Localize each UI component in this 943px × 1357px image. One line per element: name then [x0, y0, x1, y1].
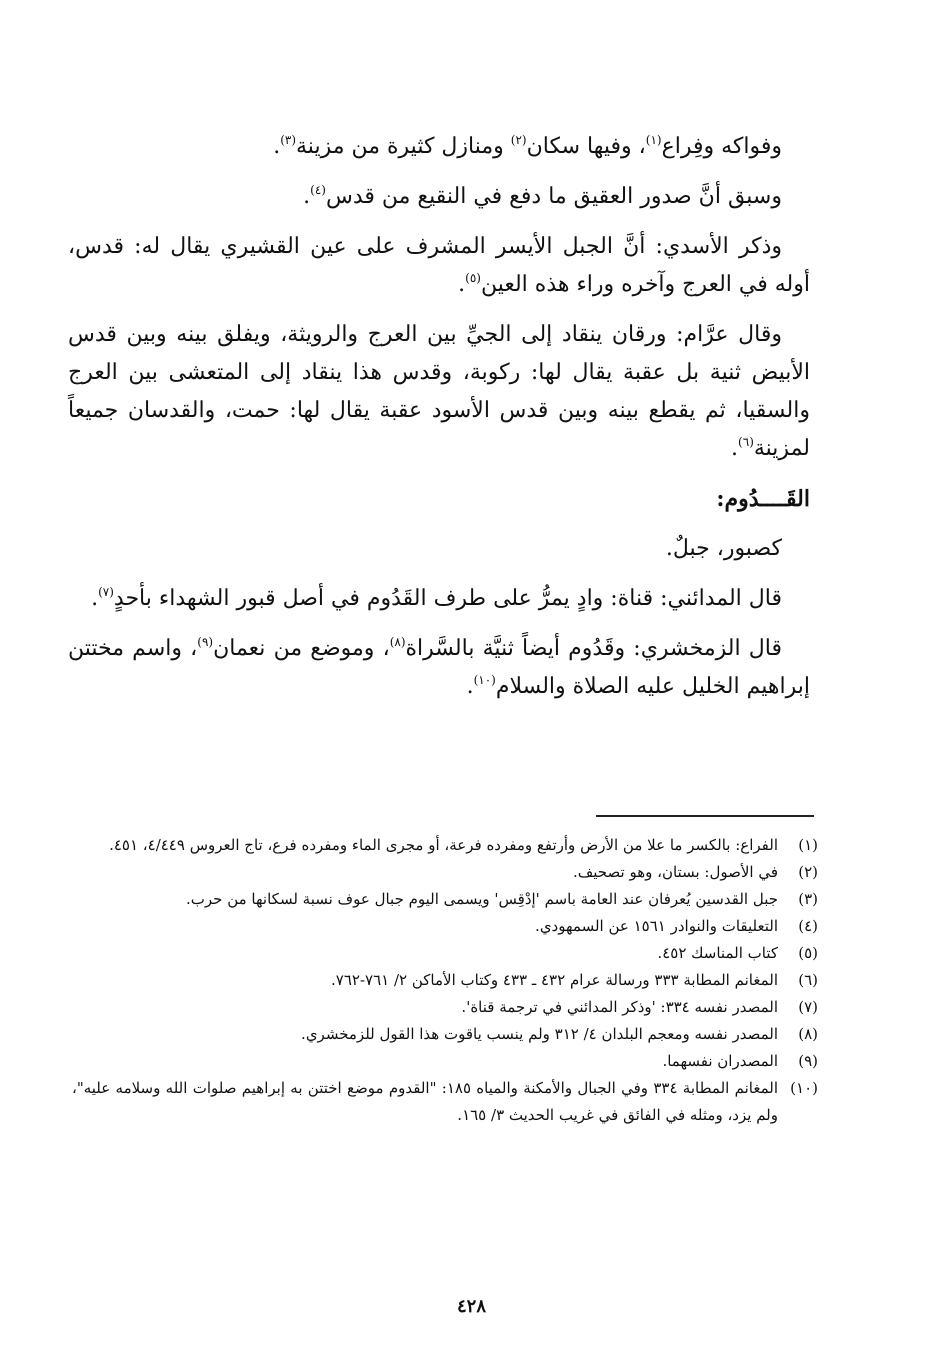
footnote-4: [72, 913, 818, 940]
paragraph-7: [68, 630, 810, 706]
paragraph-6: [68, 580, 810, 618]
footnote-text: في الأصول: بستان، وهو تصحيف.: [572, 863, 778, 881]
footnote-number: (٥): [798, 944, 818, 962]
footnote-number: (٢): [798, 863, 818, 881]
footnote-number: (٦): [798, 971, 818, 989]
footnote-ref: (٢): [510, 133, 527, 147]
text: .: [303, 184, 311, 209]
footnote-5: [72, 940, 818, 967]
text: وسبق أنَّ صدور العقيق ما دفع في النقيع من قدس: [325, 184, 782, 209]
footnote-text: جبل القدسين يُعرفان عند العامة باسم 'إدْقِس' ويسمى اليوم جبال عوف نسبة لسكانها من حرب.: [186, 890, 778, 908]
main-text: [68, 128, 810, 718]
footnote-ref: (٨): [389, 635, 406, 649]
footnote-number: (٣): [798, 890, 818, 908]
page-number: ٤٢٨: [456, 1296, 486, 1317]
paragraph-4: [68, 316, 810, 468]
footnote-separator: [596, 815, 814, 817]
footnote-ref: (٣): [280, 133, 297, 147]
entry-heading: القَــــدُوم:: [716, 486, 810, 512]
paragraph-3: [68, 228, 810, 304]
footnote-text: المصدر نفسه ٣٣٤: 'وذكر المدائني في ترجمة قناة'.: [461, 998, 778, 1016]
footnote-number: (٩): [798, 1052, 818, 1070]
footnote-number: (١٠): [790, 1079, 818, 1097]
text: .: [731, 436, 739, 461]
text: .: [466, 674, 474, 699]
footnote-6: [72, 967, 818, 994]
footnote-ref: (٩): [197, 635, 214, 649]
footnote-text: المغانم المطابة ٣٣٣ ورسالة عرام ٤٣٢ ـ ٤٣٣ وكتاب الأماكن ٢/ ٧٦١-٧٦٢.: [331, 971, 778, 989]
footnote-1: [72, 832, 818, 859]
text: ، وفيها سكان: [526, 134, 646, 159]
footnote-text: الفراع: بالكسر ما علا من الأرض وأرتفع ومفرده فرعة، أو مجرى الماء ومفرده فرع، تاج العروس ٤/٤٤٩، ٤٥١.: [109, 836, 778, 854]
footnote-number: (٤): [798, 917, 818, 935]
text: ومنازل كثيرة من مزينة: [296, 134, 511, 159]
text: .: [458, 272, 466, 297]
footnote-ref: (١٠): [473, 673, 496, 687]
footnote-2: [72, 859, 818, 886]
paragraph-2: [68, 178, 810, 216]
footnote-text: التعليقات والنوادر ١٥٦١ عن السمهودي.: [535, 917, 778, 935]
text: وذكر الأسدي: أنَّ الجبل الأيسر المشرف على عين القشيري يقال له: قدس، أوله في العرج وآخره وراء هذه العين: [68, 234, 810, 297]
paragraph-5: [68, 530, 810, 568]
footnote-ref: (٥): [465, 271, 481, 285]
footnote-3: [72, 886, 818, 913]
footnote-number: (٧): [798, 998, 818, 1016]
footnote-number: (٨): [798, 1025, 818, 1043]
footnote-ref: (٤): [310, 183, 326, 197]
text: وفواكه وفِراع: [661, 134, 782, 159]
footnote-text: كتاب المناسك ٤٥٢.: [657, 944, 778, 962]
footnote-8: [72, 1021, 818, 1048]
text: .: [91, 586, 99, 611]
footnote-10: [72, 1075, 818, 1129]
footnote-number: (١): [798, 836, 818, 854]
text: كصبور، جبلٌ.: [665, 536, 782, 561]
footnote-9: [72, 1048, 818, 1075]
text: .: [273, 134, 281, 159]
text: ، وموضع من نعمان: [213, 636, 390, 661]
footnote-ref: (٦): [738, 435, 754, 449]
footnote-ref: (٧): [98, 585, 114, 599]
text: قال المدائني: قناة: وادٍ يمرُّ على طرف القَدُوم في أصل قبور الشهداء بأحدٍ: [113, 586, 782, 611]
text: ، واسم مختتن إبراهيم الخليل عليه الصلاة والسلام: [68, 636, 810, 699]
footnote-text: المصدر نفسه ومعجم البلدان ٤/ ٣١٢ ولم ينسب ياقوت هذا القول للزمخشري.: [301, 1025, 778, 1043]
footnote-text: المغانم المطابة ٣٣٤ وفي الجبال والأمكنة والمياه ١٨٥: "القدوم موضع اختتن به إبراهيم صلوات الله وسلامه عليه"، ولم يزد، ومثله في الفائق في غريب الحديث ٣/ ١٦٥.: [72, 1079, 778, 1124]
footnote-ref: (١): [645, 133, 662, 147]
footnote-7: [72, 994, 818, 1021]
text: وقال عرَّام: ورقان ينقاد إلى الجيِّ بين العرج والرويثة، ويفلق بينه وبين قدس الأبيض ثنية بل عقبة يقال لها: ركوبة، وقدس هذا ينقاد إلى المتعشى بين العرج والسقيا، ثم يقطع بينه وبين قدس الأسود عقبة يقال لها: حمت، والقدسان جميعاً لمزينة: [68, 322, 810, 461]
footnote-text: المصدران نفسهما.: [662, 1052, 778, 1070]
footnotes: [72, 832, 818, 1129]
text: قال الزمخشري: وقَدُوم أيضاً ثنيَّة بالسَّراة: [405, 636, 782, 661]
paragraph-1: [68, 128, 810, 166]
